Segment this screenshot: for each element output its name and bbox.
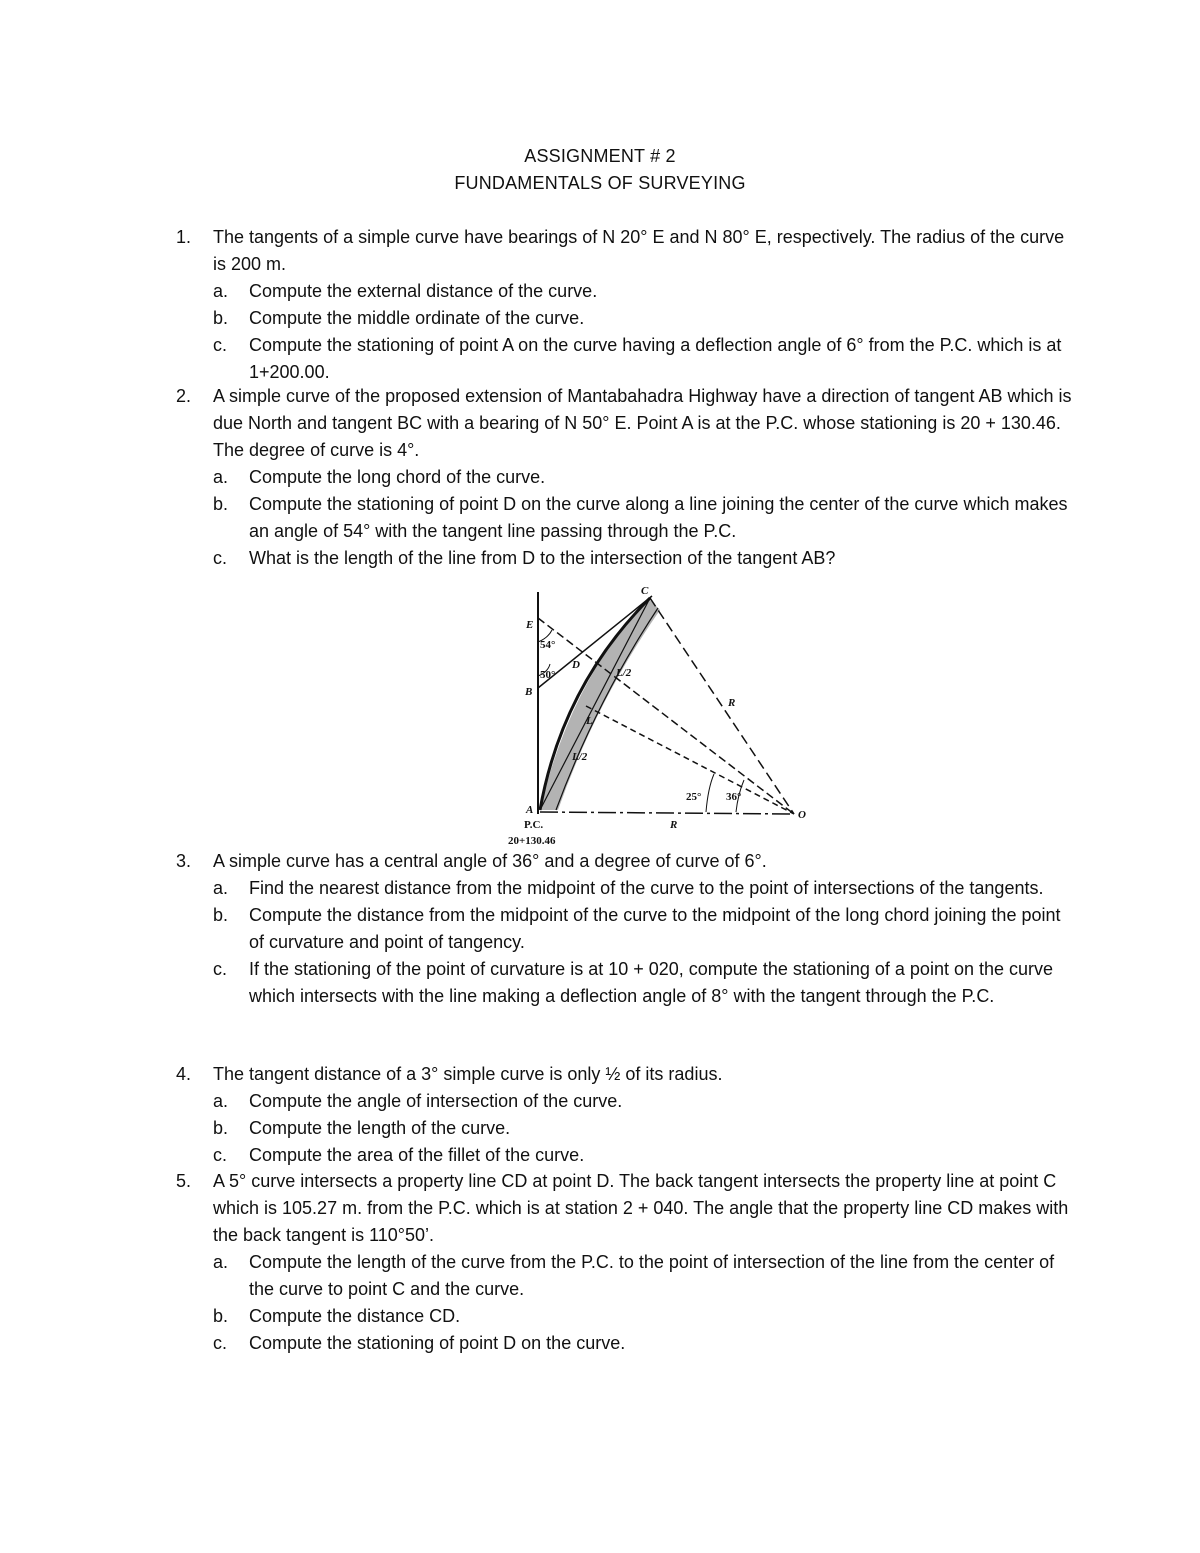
- question-part: [213, 1330, 1076, 1357]
- course-title: FUNDAMENTALS OF SURVEYING: [454, 173, 746, 193]
- part-letter: a.: [213, 878, 229, 898]
- part-text: Compute the length of the curve.: [249, 1118, 511, 1138]
- question-4: [176, 1061, 1076, 1169]
- part-letter: b.: [213, 494, 229, 514]
- question-3: [176, 848, 1076, 1010]
- label-l2-upper: L/2: [616, 667, 632, 679]
- label-angle-25: 25°: [686, 791, 702, 803]
- question-stem: The tangents of a simple curve have bearings of N 20° E and N 80° E, respectively. The radius of the curve is 200 m.: [213, 227, 1065, 274]
- part-text: Compute the length of the curve from the P.C. to the point of intersection of the line from the center of the curve to point C and the curve.: [249, 1252, 1055, 1299]
- part-letter: c.: [213, 548, 228, 568]
- label-d: D: [572, 659, 580, 671]
- question-number: 4.: [176, 1064, 192, 1084]
- question-stem: A 5° curve intersects a property line CD at point D. The back tangent intersects the property line at point C which is 105.27 m. from the P.C. which is at station 2 + 040. The angle that the property line CD makes with the back tangent is 110°50’.: [213, 1171, 1069, 1245]
- question-part: [213, 1115, 1076, 1142]
- part-letter: c.: [213, 335, 228, 355]
- label-station: 20+130.46: [508, 835, 556, 847]
- part-letter: a.: [213, 281, 229, 301]
- part-letter: c.: [213, 1333, 228, 1353]
- label-angle-36: 36°: [726, 791, 742, 803]
- question-part: [213, 545, 1076, 572]
- label-c: C: [641, 585, 649, 597]
- question-part: [213, 1088, 1076, 1115]
- part-text: Compute the distance from the midpoint of the curve to the midpoint of the long chord joining the point of curvature and point of tangency.: [249, 905, 1061, 952]
- label-pc: P.C.: [524, 819, 544, 831]
- question-stem: A simple curve has a central angle of 36° and a degree of curve of 6°.: [213, 851, 767, 871]
- radius-oa: [540, 812, 794, 814]
- part-letter: c.: [213, 1145, 228, 1165]
- question-part: [213, 875, 1076, 902]
- question-part: [213, 902, 1076, 956]
- label-o: O: [798, 809, 806, 821]
- shaded-area: [540, 598, 660, 810]
- part-text: Compute the stationing of point D on the curve along a line joining the center of the curve which makes an angle of 54° with the tangent line passing through the P.C.: [249, 494, 1068, 541]
- question-part: [213, 332, 1076, 386]
- question-number: 1.: [176, 227, 192, 247]
- long-chord: [540, 598, 650, 810]
- part-text: Compute the long chord of the curve.: [249, 467, 546, 487]
- label-r-bottom: R: [670, 819, 678, 831]
- curve-diagram-svg: [500, 582, 820, 850]
- part-text: Find the nearest distance from the midpoint of the curve to the point of intersections of the tangents.: [249, 878, 1044, 898]
- question-part: [213, 1142, 1076, 1169]
- question-part: [213, 1249, 1076, 1303]
- assignment-title: ASSIGNMENT # 2: [524, 146, 676, 166]
- part-letter: b.: [213, 1118, 229, 1138]
- question-2: [176, 383, 1076, 572]
- question-5: [176, 1168, 1076, 1357]
- question-number: 5.: [176, 1171, 192, 1191]
- question-part: [213, 464, 1076, 491]
- part-letter: b.: [213, 905, 229, 925]
- part-letter: b.: [213, 308, 229, 328]
- part-letter: a.: [213, 1091, 229, 1111]
- part-letter: c.: [213, 959, 228, 979]
- part-letter: b.: [213, 1306, 229, 1326]
- question-part: [213, 278, 1076, 305]
- part-text: Compute the external distance of the curve.: [249, 281, 598, 301]
- part-text: Compute the stationing of point D on the curve.: [249, 1333, 626, 1353]
- label-b: B: [525, 686, 533, 698]
- question-part: [213, 956, 1076, 1010]
- label-a: A: [526, 804, 534, 816]
- part-text: Compute the area of the fillet of the curve.: [249, 1145, 585, 1165]
- question-number: 2.: [176, 386, 192, 406]
- part-letter: a.: [213, 1252, 229, 1272]
- curve-diagram: [500, 582, 820, 850]
- part-text: Compute the distance CD.: [249, 1306, 461, 1326]
- label-l2-lower: L/2: [572, 751, 588, 763]
- part-letter: a.: [213, 467, 229, 487]
- part-text: Compute the angle of intersection of the curve.: [249, 1091, 623, 1111]
- question-stem: The tangent distance of a 3° simple curve is only ½ of its radius.: [213, 1064, 723, 1084]
- part-text: If the stationing of the point of curvature is at 10 + 020, compute the stationing of a point on the curve which intersects with the line making a deflection angle of 8° with the tangent through the P.C.: [249, 959, 1054, 1006]
- question-1: [176, 224, 1076, 386]
- question-number: 3.: [176, 851, 192, 871]
- part-text: What is the length of the line from D to the intersection of the tangent AB?: [249, 548, 836, 568]
- label-r-top: R: [728, 697, 736, 709]
- angle-arc-25: [706, 774, 714, 812]
- label-angle-54: 54°: [540, 639, 556, 651]
- label-angle-50: 50°: [540, 669, 556, 681]
- part-text: Compute the stationing of point A on the curve having a deflection angle of 6° from the P.C. which is at 1+200.00.: [249, 335, 1062, 382]
- label-l-mid: L: [586, 715, 593, 727]
- question-part: [213, 1303, 1076, 1330]
- question-part: [213, 491, 1076, 545]
- question-stem: A simple curve of the proposed extension of Mantabahadra Highway have a direction of tangent AB which is due North and tangent BC with a bearing of N 50° E. Point A is at the P.C. whose stationing is 20 + 130.46. The degree of curve is 4°.: [213, 386, 1072, 460]
- part-text: Compute the middle ordinate of the curve.: [249, 308, 585, 328]
- radius-oc: [650, 598, 794, 814]
- question-part: [213, 305, 1076, 332]
- label-e: E: [526, 619, 534, 631]
